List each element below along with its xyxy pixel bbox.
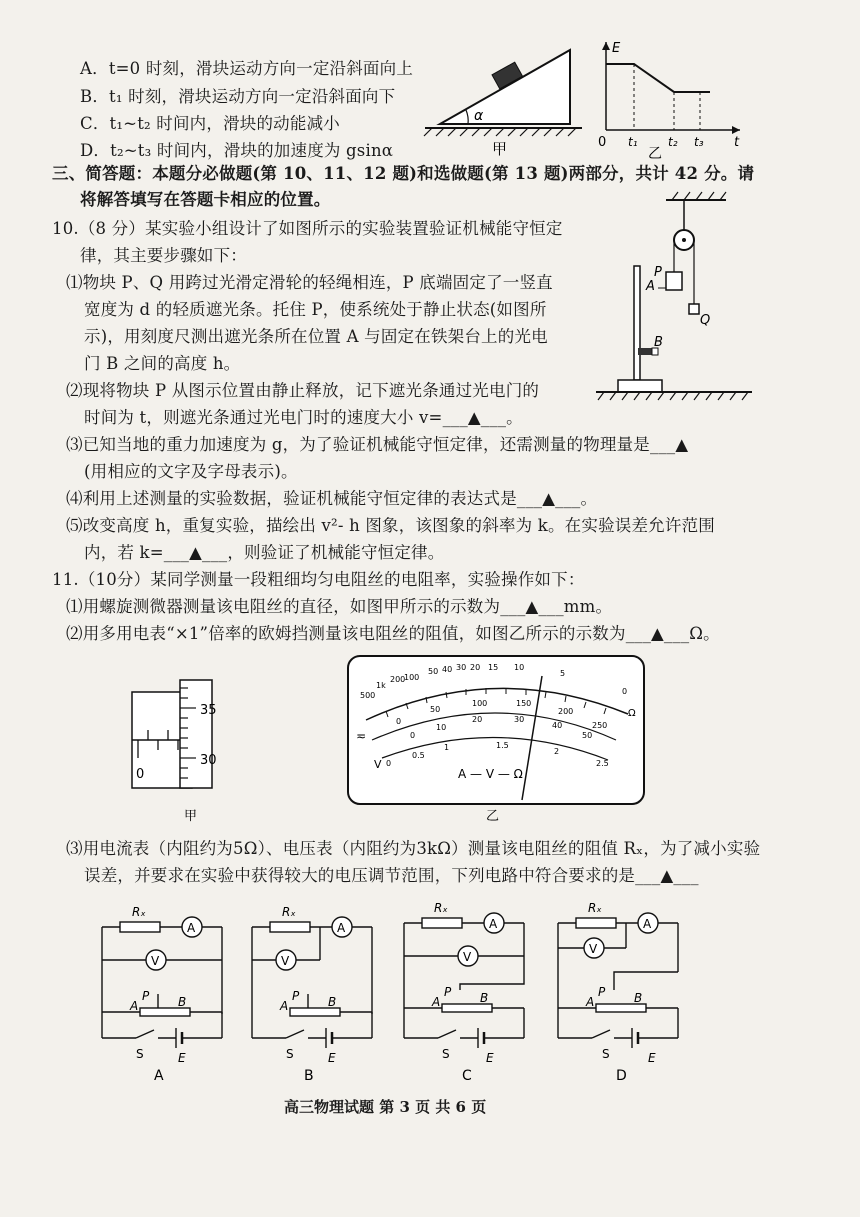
q10-step2-cont: 时间为 t，则遮光条通过光电门时的速度大小 v=___▲___。	[84, 408, 523, 427]
q9-option-a: A．t=0 时刻，滑块运动方向一定沿斜面向上	[80, 59, 414, 78]
q11-step3-cont: 误差，并要求在实验中获得较大的电压调节范围，下列电路中符合要求的是___▲___	[84, 866, 699, 885]
section3-heading: 三、简答题：本题分必做题(第 10、11、12 题)和选做题(第 13 题)两部分，共计 42 分。请	[52, 164, 755, 183]
micrometer-zero-label: 0	[136, 767, 145, 782]
circuit-c-voltmeter-label: V	[463, 950, 472, 964]
label-p: P	[654, 265, 662, 280]
micrometer-caption: 甲	[184, 809, 198, 822]
circuit-c-slider-a: A	[432, 995, 441, 1009]
circuit-b-slider-p: P	[292, 989, 300, 1003]
circuit-c	[398, 894, 538, 1088]
ac-tick-0-5: 0.5	[412, 751, 425, 760]
circuit-b	[246, 898, 386, 1088]
q11-step3: ⑶用电流表（内阻约为5Ω）、电压表（内阻约为3kΩ）测量该电阻丝的阻值 Rₓ，为了减小实验	[66, 839, 761, 858]
circuit-a-slider-b: B	[178, 995, 187, 1009]
dc-tick-50: 50	[430, 705, 441, 714]
ac-tick-2: 2	[554, 747, 560, 756]
q9-option-c: C．t₁~t₂ 时间内，滑块的动能减小	[80, 114, 340, 133]
graph-origin-label: 0	[598, 135, 607, 150]
circuit-d-emf-label: E	[648, 1051, 656, 1065]
q10-stem-cont: 律，其主要步骤如下：	[80, 246, 247, 265]
circuit-b-slider-a: A	[280, 999, 289, 1013]
mid-tick-0: 0	[410, 731, 416, 740]
energy-time-graph	[590, 36, 750, 160]
mid-tick-10: 10	[436, 723, 447, 732]
dc-tick-250: 250	[592, 721, 608, 730]
ac-tick-1-5: 1.5	[496, 741, 509, 750]
q10-stem: 10.（8 分）某实验小组设计了如图所示的实验装置验证机械能守恒定	[52, 219, 563, 238]
micrometer-30-label: 30	[200, 753, 217, 768]
circuit-d-slider-p: P	[598, 985, 606, 999]
q10-step1-cont3: 门 B 之间的高度 h。	[84, 354, 241, 373]
circuit-d-ammeter-label: A	[643, 917, 652, 931]
q10-step1-cont2: 示)，用刻度尺测出遮光条所在位置 A 与固定在铁架台上的光电	[84, 327, 548, 346]
label-a: A	[646, 279, 655, 294]
q10-step1-cont1: 宽度为 d 的轻质遮光条。托住 P，使系统处于静止状态(如图所	[84, 300, 547, 319]
dc-tick-150: 150	[516, 699, 532, 708]
micrometer-figure	[126, 672, 266, 822]
circuit-a-switch-label: S	[136, 1047, 144, 1061]
apparatus-figure	[596, 188, 756, 414]
ohm-tick-500: 500	[360, 691, 376, 700]
angle-alpha-label: α	[474, 108, 484, 124]
label-q: Q	[700, 313, 711, 328]
multimeter-figure	[346, 654, 646, 824]
circuit-c-caption: C	[462, 1068, 472, 1084]
ohm-tick-30: 30	[456, 663, 467, 672]
ohm-tick-100: 100	[404, 673, 420, 682]
dc-tick-200: 200	[558, 707, 574, 716]
q10-step5: ⑸改变高度 h，重复实验，描绘出 v²- h 图象，该图象的斜率为 k。在实验误差允许范围	[66, 516, 715, 535]
q11-step1: ⑴用螺旋测微器测量该电阻丝的直径，如图甲所示的示数为___▲___mm。	[66, 597, 613, 616]
circuit-a-slider-p: P	[142, 989, 150, 1003]
section3-instruction: 将解答填写在答题卡相应的位置。	[80, 190, 331, 209]
circuit-b-ammeter-label: A	[337, 921, 346, 935]
meter-center-label: A — V — Ω	[458, 767, 523, 781]
ac-symbol: V	[374, 758, 382, 771]
q10-step3-cont: (用相应的文字及字母表示)。	[84, 462, 298, 481]
circuit-c-ammeter-label: A	[489, 917, 498, 931]
circuit-d	[552, 894, 692, 1088]
ohm-tick-0: 0	[622, 687, 628, 696]
graph-tick-t3: t₃	[694, 135, 704, 149]
ohm-tick-200: 200	[390, 675, 406, 684]
circuit-b-caption: B	[304, 1068, 314, 1084]
q9-option-b: B．t₁ 时刻，滑块运动方向一定沿斜面向下	[80, 87, 396, 106]
ohm-tick-50: 50	[428, 667, 439, 676]
ohm-tick-15: 15	[488, 663, 499, 672]
ac-tick-1: 1	[444, 743, 450, 752]
circuit-c-rx-label: Rₓ	[434, 901, 448, 915]
circuit-a-caption: A	[154, 1068, 164, 1084]
circuit-a-ammeter-label: A	[187, 921, 196, 935]
incline-figure	[420, 40, 590, 160]
q10-step4: ⑷利用上述测量的实验数据，验证机械能守恒定律的表达式是___▲___。	[66, 489, 598, 508]
ac-tick-2-5: 2.5	[596, 759, 609, 768]
circuit-a-slider-a: A	[130, 999, 139, 1013]
circuit-b-rx-label: Rₓ	[282, 905, 296, 919]
circuit-d-caption: D	[616, 1068, 627, 1084]
multimeter-caption: 乙	[486, 809, 500, 824]
circuit-d-slider-a: A	[586, 995, 595, 1009]
dc-tick-100: 100	[472, 699, 488, 708]
q11-step2: ⑵用多用电表“×1”倍率的欧姆挡测量该电阻丝的阻值，如图乙所示的示数为___▲___Ω。	[66, 624, 720, 643]
circuit-c-emf-label: E	[486, 1051, 494, 1065]
circuit-d-switch-label: S	[602, 1047, 610, 1061]
circuit-a	[96, 898, 236, 1088]
fig-yi-caption: 乙	[648, 146, 662, 160]
dc-symbol: ≂	[356, 729, 367, 743]
q10-step5-cont: 内，若 k=___▲___，则验证了机械能守恒定律。	[84, 543, 445, 562]
ohm-tick-10: 10	[514, 663, 525, 672]
circuit-a-rx-label: Rₓ	[132, 905, 146, 919]
mid-tick-50: 50	[582, 731, 593, 740]
circuit-c-slider-b: B	[480, 991, 489, 1005]
page-footer: 高三物理试题 第 3 页 共 6 页	[284, 1098, 487, 1116]
graph-tick-t2: t₂	[668, 135, 678, 149]
circuit-d-slider-b: B	[634, 991, 643, 1005]
q10-step3: ⑶已知当地的重力加速度为 g，为了验证机械能守恒定律，还需测量的物理量是___▲	[66, 435, 689, 454]
circuit-d-voltmeter-label: V	[589, 942, 598, 956]
circuit-a-emf-label: E	[178, 1051, 186, 1065]
q11-stem: 11.（10分）某同学测量一段粗细均匀电阻丝的电阻率，实验操作如下：	[52, 570, 585, 589]
fig-jia-caption: 甲	[492, 140, 508, 158]
circuit-b-emf-label: E	[328, 1051, 336, 1065]
circuit-b-voltmeter-label: V	[281, 954, 290, 968]
graph-tick-t1: t₁	[628, 135, 638, 149]
q9-option-d: D．t₂~t₃ 时间内，滑块的加速度为 gsinα	[80, 141, 394, 160]
micrometer-35-label: 35	[200, 703, 217, 718]
circuit-c-slider-p: P	[444, 985, 452, 999]
label-b: B	[654, 335, 663, 350]
circuit-c-switch-label: S	[442, 1047, 450, 1061]
ohm-tick-1k: 1k	[376, 681, 386, 690]
dc-tick-0: 0	[396, 717, 402, 726]
q10-step1: ⑴物块 P、Q 用跨过光滑定滑轮的轻绳相连，P 底端固定了一竖直	[66, 273, 553, 292]
ohm-symbol: Ω	[628, 708, 636, 719]
circuit-b-switch-label: S	[286, 1047, 294, 1061]
mid-tick-20: 20	[472, 715, 483, 724]
mid-tick-30: 30	[514, 715, 525, 724]
ohm-tick-20: 20	[470, 663, 481, 672]
graph-x-axis-label: t	[734, 135, 740, 150]
ohm-tick-5: 5	[560, 669, 566, 678]
circuit-a-voltmeter-label: V	[151, 954, 160, 968]
circuit-d-rx-label: Rₓ	[588, 901, 602, 915]
ac-tick-0: 0	[386, 759, 392, 768]
graph-y-axis-label: E	[612, 41, 621, 56]
circuit-b-slider-b: B	[328, 995, 337, 1009]
ohm-tick-40: 40	[442, 665, 453, 674]
mid-tick-40: 40	[552, 721, 563, 730]
q10-step2: ⑵现将物块 P 从图示位置由静止释放，记下遮光条通过光电门的	[66, 381, 540, 400]
